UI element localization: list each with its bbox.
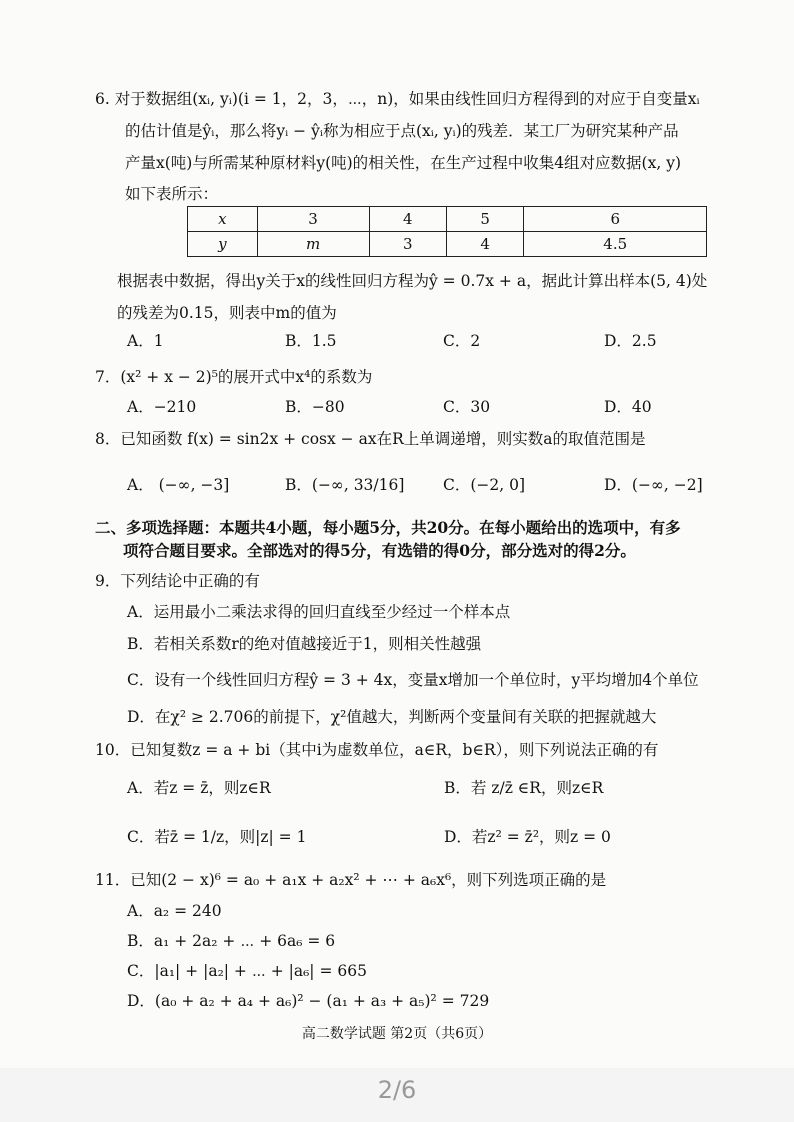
q8-option-b: B．(−∞, 33/16]: [285, 476, 405, 494]
q6-data-table: [187, 206, 707, 257]
q6-line6: 的残差为0.15，则表中m的值为: [117, 304, 337, 322]
table-cell: 4.5: [524, 232, 707, 257]
q10-option-c: C．若z̄ = 1/z，则|z| = 1: [127, 828, 307, 846]
q6-option-c: C．2: [443, 332, 481, 350]
q6-option-b: B．1.5: [285, 332, 337, 350]
q8-option-a: A． (−∞, −3]: [127, 476, 230, 494]
table-row-y: [188, 232, 707, 257]
q10-option-a: A．若z = z̄，则z∈R: [127, 779, 271, 797]
q9-option-d: D．在χ² ≥ 2.706的前提下，χ²值越大，判断两个变量间有关联的把握就越大: [127, 708, 657, 726]
q6-line2: 的估计值是ŷᵢ，那么将yᵢ − ŷᵢ称为相应于点(xᵢ, yᵢ)的残差．某工厂为研究某种产品: [125, 122, 679, 140]
page-indicator: 2/6: [377, 1076, 417, 1104]
table-cell: y: [188, 232, 258, 257]
table-cell: m: [257, 232, 369, 257]
section-2-heading-line2: 项符合题目要求。全部选对的得5分，有选错的得0分，部分选对的得2分。: [123, 541, 636, 560]
q7-option-b: B．−80: [285, 398, 345, 416]
q7-stem: 7．(x² + x − 2)⁵的展开式中x⁴的系数为: [95, 368, 373, 386]
section-2-heading-line1: 二、多项选择题：本题共4小题，每小题5分，共20分。在每小题给出的选项中，有多: [95, 518, 681, 537]
q6-line4: 如下表所示：: [125, 185, 219, 203]
q11-option-b: B．a₁ + 2a₂ + ⋯ + 6a₆ = 6: [127, 932, 336, 950]
table-cell: 4: [369, 207, 446, 232]
q8-stem: 8．已知函数 f(x) = sin2x + cosx − ax在R上单调递增，则实数a的取值范围是: [95, 430, 646, 448]
q11-option-d: D．(a₀ + a₂ + a₄ + a₆)² − (a₁ + a₃ + a₅)² = 729: [127, 992, 490, 1010]
q10-stem: 10．已知复数z = a + bi（其中i为虚数单位，a∈R，b∈R），则下列说法正确的有: [95, 741, 659, 759]
table-cell: x: [188, 207, 258, 232]
table-cell: 4: [446, 232, 523, 257]
q7-option-a: A．−210: [127, 398, 197, 416]
q6-line5: 根据表中数据，得出y关于x的线性回归方程为ŷ = 0.7x + a，据此计算出样本(5, 4)处: [117, 272, 708, 290]
q8-option-d: D．(−∞, −2]: [604, 476, 703, 494]
q6-option-d: D．2.5: [604, 332, 657, 350]
table-cell: 5: [446, 207, 523, 232]
q8-option-c: C．(−2, 0]: [443, 476, 526, 494]
table-cell: 3: [369, 232, 446, 257]
q7-option-c: C．30: [443, 398, 491, 416]
q9-option-a: A．运用最小二乘法求得的回归直线至少经过一个样本点: [127, 603, 511, 621]
q9-stem: 9．下列结论中正确的有: [95, 572, 260, 590]
q7-option-d: D．40: [604, 398, 652, 416]
q9-option-b: B．若相关系数r的绝对值越接近于1，则相关性越强: [127, 635, 482, 653]
q10-option-b: B．若 z/z̄ ∈R，则z∈R: [444, 779, 604, 797]
table-cell: 6: [524, 207, 707, 232]
q6-option-a: A．1: [127, 332, 164, 350]
q6-line3: 产量x(吨)与所需某种原材料y(吨)的相关性，在生产过程中收集4组对应数据(x, y): [125, 154, 681, 172]
q11-option-c: C．|a₁| + |a₂| + ⋯ + |a₆| = 665: [127, 962, 367, 980]
q10-option-d: D．若z² = z̄²，则z = 0: [444, 828, 611, 846]
table-cell: 3: [257, 207, 369, 232]
q11-stem: 11．已知(2 − x)⁶ = a₀ + a₁x + a₂x² + ⋯ + a₆x⁶，则下列选项正确的是: [95, 871, 607, 889]
q9-option-c: C．设有一个线性回归方程ŷ = 3 + 4x，变量x增加一个单位时，y平均增加4个单位: [127, 671, 699, 689]
page-footer: 高二数学试题 第2页（共6页）: [301, 1026, 493, 1042]
table-row-x: [188, 207, 707, 232]
q6-line1: 6. 对于数据组(xᵢ, yᵢ)(i = 1，2，3，⋯，n)，如果由线性回归方程得到的对应于自变量xᵢ: [95, 90, 700, 108]
q11-option-a: A．a₂ = 240: [127, 902, 222, 920]
